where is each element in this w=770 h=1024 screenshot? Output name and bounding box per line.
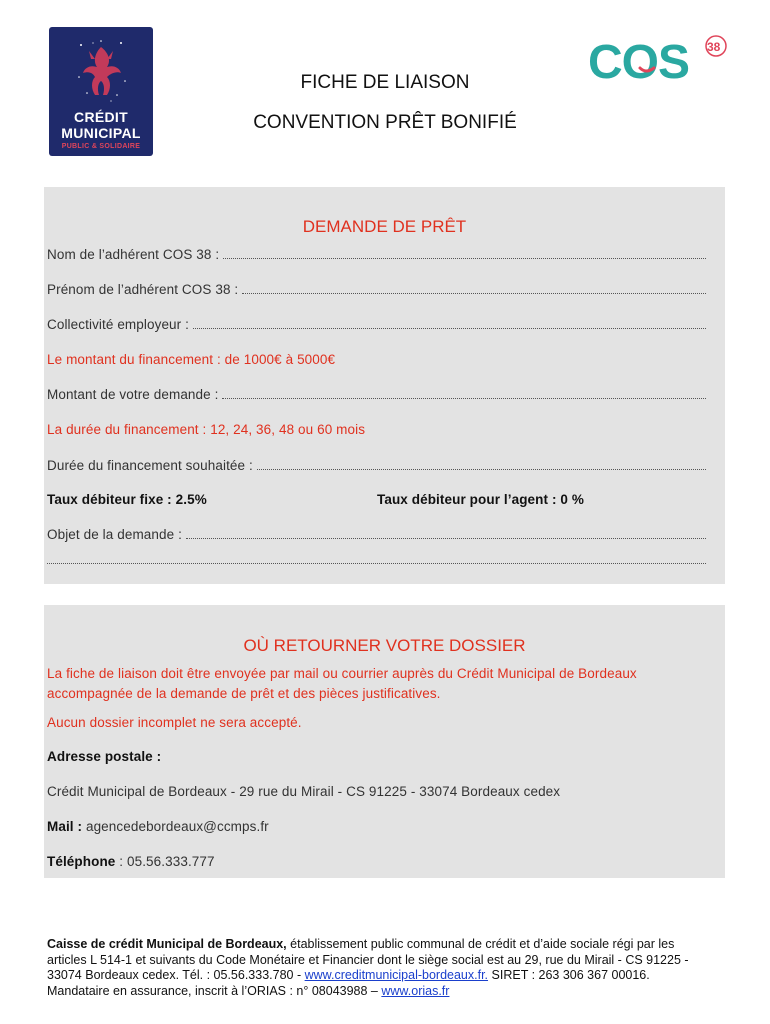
footer-legal bbox=[47, 937, 722, 999]
page-title-line2: CONVENTION PRÊT BONIFIÉ bbox=[253, 112, 517, 133]
return-info-panel bbox=[44, 605, 725, 878]
objet-input-line-2[interactable] bbox=[47, 562, 706, 564]
duree-field[interactable] bbox=[47, 458, 706, 473]
telephone-label: Téléphone bbox=[47, 854, 116, 869]
prenom-field[interactable] bbox=[47, 282, 706, 297]
telephone-value: : 05.56.333.777 bbox=[119, 854, 215, 869]
duree-input-line[interactable] bbox=[257, 468, 706, 470]
collectivite-label: Collectivité employeur : bbox=[47, 317, 189, 332]
telephone-row bbox=[47, 854, 706, 869]
montant-input-line[interactable] bbox=[222, 397, 706, 399]
adresse-label: Adresse postale : bbox=[47, 749, 162, 764]
cos-logo-number: 38 bbox=[707, 40, 721, 54]
montant-info: Le montant du financement : de 1000€ à 5000€ bbox=[47, 352, 336, 367]
loan-request-panel bbox=[44, 187, 725, 584]
footer-line1-text: établissement public communal de crédit et d’aide sociale régi par les bbox=[290, 937, 675, 951]
logo-text-tagline: PUBLIC & SOLIDAIRE bbox=[61, 143, 141, 150]
footer-line1 bbox=[47, 937, 722, 953]
footer-line4 bbox=[47, 984, 722, 1000]
adresse-value: Crédit Municipal de Bordeaux - 29 rue du Mirail - CS 91225 - 33074 Bordeaux cedex bbox=[47, 784, 561, 799]
footer-line3 bbox=[47, 968, 722, 984]
incomplete-warning: Aucun dossier incomplet ne sera accepté. bbox=[47, 715, 302, 730]
taux-agent-text: Taux débiteur pour l’agent : 0 % bbox=[377, 492, 584, 507]
logo-text-municipal: MUNICIPAL bbox=[61, 125, 141, 141]
nom-field[interactable] bbox=[47, 247, 706, 262]
objet-field[interactable] bbox=[47, 527, 706, 542]
orias-link[interactable]: www.orias.fr bbox=[381, 983, 450, 998]
website-link[interactable]: www.creditmunicipal-bordeaux.fr. bbox=[304, 968, 489, 982]
mail-label: Mail : bbox=[47, 819, 83, 834]
loan-request-heading: DEMANDE DE PRÊT bbox=[302, 217, 467, 236]
return-info-line2: accompagnée de la demande de prêt et des pièces justificatives. bbox=[47, 686, 441, 701]
duree-info: La durée du financement : 12, 24, 36, 48 ou 60 mois bbox=[47, 422, 366, 437]
logo-text-credit: CRÉDIT bbox=[74, 109, 128, 125]
footer-line3-text: 33074 Bordeaux cedex. Tél. : 05.56.333.780 - bbox=[47, 968, 302, 982]
objet-label: Objet de la demande : bbox=[47, 527, 182, 542]
cos-logo-text: COS bbox=[588, 36, 690, 86]
prenom-input-line[interactable] bbox=[242, 292, 706, 294]
mail-value[interactable]: agencedebordeaux@ccmps.fr bbox=[85, 819, 269, 834]
footer-org-name: Caisse de crédit Municipal de Bordeaux, bbox=[47, 937, 287, 951]
montant-label: Montant de votre demande : bbox=[47, 387, 219, 402]
griffin-emblem-icon bbox=[71, 37, 131, 105]
objet-input-line[interactable] bbox=[186, 537, 706, 539]
collectivite-field[interactable] bbox=[47, 317, 706, 332]
taux-row bbox=[47, 492, 706, 507]
footer-siret: SIRET : 263 306 367 00016. bbox=[491, 968, 650, 982]
taux-fixe-text: Taux débiteur fixe : 2.5% bbox=[47, 492, 207, 507]
return-info-heading: OÙ RETOURNER VOTRE DOSSIER bbox=[243, 636, 526, 655]
duree-label: Durée du financement souhaitée : bbox=[47, 458, 253, 473]
return-info-line1: La fiche de liaison doit être envoyée par mail ou courrier auprès du Crédit Municipal de Bordeaux bbox=[47, 666, 637, 681]
nom-label: Nom de l’adhérent COS 38 : bbox=[47, 247, 220, 262]
footer-orias-text: Mandataire en assurance, inscrit à l’ORIAS : n° 08043988 – bbox=[47, 983, 378, 998]
montant-field[interactable] bbox=[47, 387, 706, 402]
page-title-line1: FICHE DE LIAISON bbox=[300, 72, 470, 93]
objet-field-continued[interactable] bbox=[47, 562, 706, 567]
mail-row bbox=[47, 819, 706, 834]
prenom-label: Prénom de l’adhérent COS 38 : bbox=[47, 282, 239, 297]
nom-input-line[interactable] bbox=[223, 257, 706, 259]
footer-line2: articles L 514-1 et suivants du Code Monétaire et Financier dont le siège social est au 29, rue du Mirail - CS 91225 - bbox=[47, 952, 689, 967]
collectivite-input-line[interactable] bbox=[193, 327, 706, 329]
